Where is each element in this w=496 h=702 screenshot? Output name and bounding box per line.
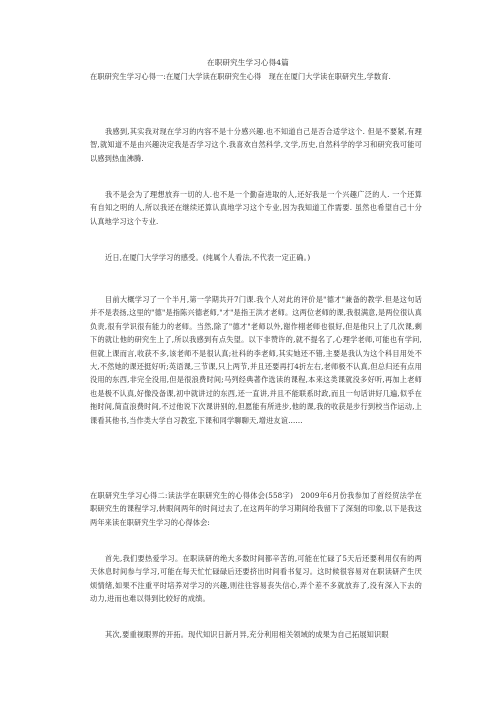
paragraph-broaden-vision: 其次,要重视眼界的开拓。现代知识日新月异,充分利用相关领域的成果为自己拓展知识眼 <box>105 630 389 639</box>
paragraph-course-review: 目前大概学习了一个半月,第一学期共开7门课.我个人对此的评价是"德才"兼备的教学.但是这句话并不是表扬,这里的"德"是指陈兴德老师,"才"是指王洪才老师。这两位老师的课,我很满意,是两位很认真负责,很有学识很有能力的老师。当然,除了"德才"老师以外,谢作栩老师也很好,但是他只上了几次课,剩下的就让他的研究生上了,所以我感到有点失望。以下非赞许的,就不提名了,心理学老师,可能也有学问,但就上课而言,收获不多,该老师不是很认真;社科的李老师,其实她还不错,主要是我认为这个科目用处不大,不然她的课还挺好听;英语课,三节课,只上两节,并且还要再打4折左右,老师极不认真,但总归还有点用没用的东西,非完全没用,但是很浪费时间;马列经典著作选读的课程,本来这类课就没多好听,再加上老师也是极不认真,好像没备课,初中就讲过的东西,还一直讲,并且不能联系时政,而且一句话讲好几遍,似乎在拖时间,简直浪费时间,不过他说下次课讲别的,但愿能有所进步,他的课,我的收获是步行到校当作运动,上课看其他书,当作类大学自习教室,下课和同学聊聊天,增进友谊…… <box>90 295 422 425</box>
paragraph-experience-two: 在职研究生学习心得二:读法学在职研究生的心得体会(558字) 2009年6月份我参加了首经贸法学在职研究生的课程学习,转眼间两年的时间过去了,在这两年的学习期间给我留下了深刻的印象,以下是我这两年来读在职研究生学习的心得体会: <box>90 491 422 527</box>
paragraph-interest: 我感到,其实我对现在学习的内容不是十分感兴趣.也不知道自己是否合适学这个. 但是不要紧,有理智,就知道不是由兴趣决定我是否学习这个.我喜欢自然科学,文学,历史,自然科学的学习和研究我可能可以感到热血沸腾. <box>90 127 422 163</box>
paragraph-recent-feelings: 近日,在厦门大学学习的感受。(纯属个人看法,不代表一定正确。) <box>105 253 311 262</box>
paragraph-intro: 在职研究生学习心得一:在厦门大学读在职研究生心得 现在在厦门大学读在职研究生,学数育. <box>90 72 391 81</box>
paragraph-love-learning: 首先,我们要热爱学习。在职读研的绝大多数时间都辛苦的,可能在忙碌了5天后还要利用仅有的两天休息时间参与学习,可能在每天忙忙碌碌后还要挤出时间看书复习。这时候很容易对在职读研产生厌烦情绪,如果不注重平时培养对学习的兴趣,则往往容易丧失信心,弄个差不多就放弃了,没有深入下去的动力,进而也难以得到比较好的成绩。 <box>90 554 422 604</box>
document-title: 在职研究生学习心得4篇 <box>207 58 289 67</box>
paragraph-personality: 我不是会为了理想放弃一切的人.也不是一个勤奋进取的人,还好我是一个兴趣广泛的人. 一个还算有自知之明的人,所以我还在继续还算认真地学习这个专业,因为我知道工作需要. 虽然也希望自己十分认真地学习这个专业. <box>90 190 422 226</box>
